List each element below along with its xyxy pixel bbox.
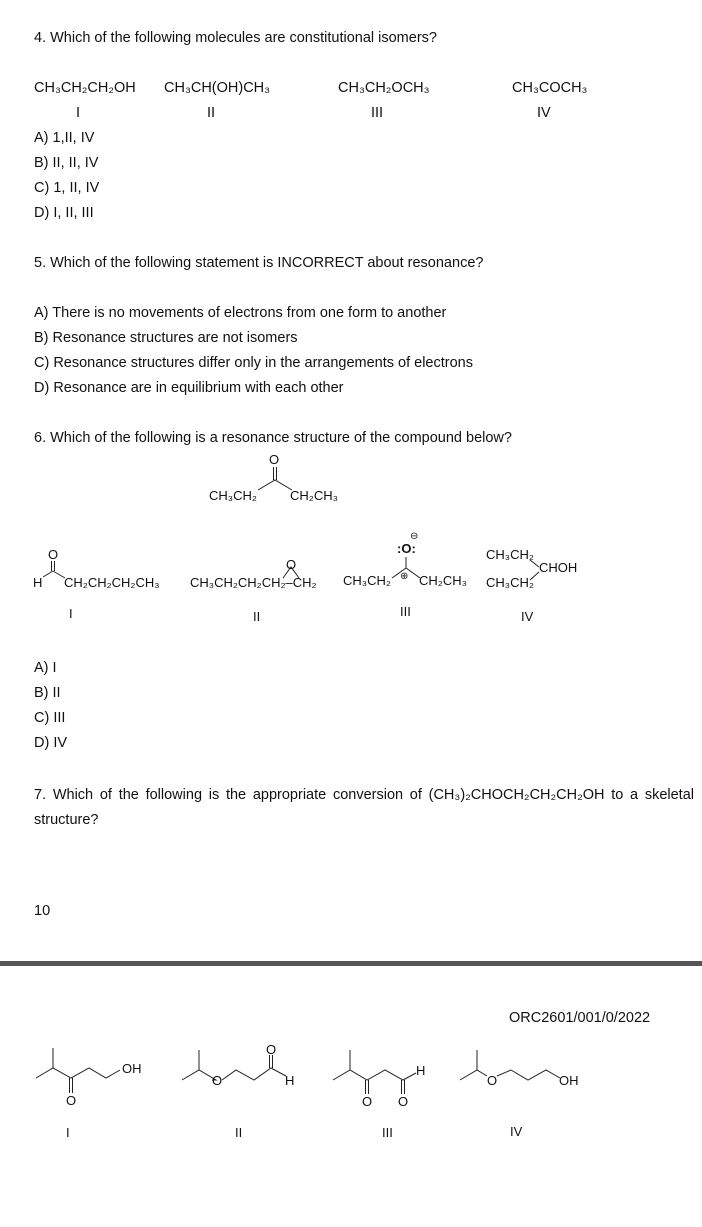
q6-option-d: D) IV <box>34 735 68 751</box>
q5-option-a: A) There is no movements of electrons from one form to another <box>34 305 447 321</box>
q6-s2-chain: CH₃CH₂CH₂CH₂–CH₂ <box>190 575 317 590</box>
q6-s4-right: CHOH <box>539 560 578 575</box>
q6-option-a: A) I <box>34 660 57 676</box>
skeletal-3-oxygen-2: O <box>398 1094 409 1109</box>
q6-s3-label: III <box>400 604 411 619</box>
q4-molecule-4: CH₃COCH₃ <box>512 80 588 96</box>
q6-s3-plus-charge: ⊕ <box>400 571 409 582</box>
q5-option-c: C) Resonance structures differ only in the arrangements of electrons <box>34 355 473 371</box>
skeletal-2-hydrogen: H <box>285 1073 295 1088</box>
q6-option-b: B) II <box>34 685 61 701</box>
q6-s4-label: IV <box>521 609 534 624</box>
skeletal-2-label: II <box>235 1125 243 1140</box>
q6-s1-hydrogen: H <box>33 575 43 590</box>
q7-question: 7. Which of the following is the appropriate conversion of (CH₃)₂CHOCH₂CH₂CH₂OH to a skeletal structure? <box>34 787 694 828</box>
q4-label-2: II <box>207 105 216 121</box>
q6-option-c: C) III <box>34 710 66 726</box>
skeletal-4-hydroxyl: OH <box>559 1073 579 1088</box>
q4-option-a: A) 1,II, IV <box>34 130 95 146</box>
skeletal-3-hydrogen: H <box>416 1063 426 1078</box>
q6-s4-top: CH₃CH₂ <box>486 547 534 562</box>
q4-molecule-1: CH₃CH₂CH₂OH <box>34 80 136 96</box>
skeletal-2-ether-oxygen: O <box>212 1073 223 1088</box>
page-number: 10 <box>34 903 51 919</box>
q6-s1-chain: CH₂CH₂CH₂CH₃ <box>64 575 160 590</box>
q4-option-c: C) 1, II, IV <box>34 180 100 196</box>
q4-molecule-3: CH₃CH₂OCH₃ <box>338 80 430 96</box>
q6-s3-left: CH₃CH₂ <box>343 573 391 588</box>
q6-s1-oxygen: O <box>48 547 59 562</box>
skeletal-4-label: IV <box>510 1124 523 1139</box>
skeletal-1-oxygen: O <box>66 1093 77 1108</box>
q5-option-d: D) Resonance are in equilibrium with each other <box>34 380 344 396</box>
q6-compound-oxygen: O <box>269 452 280 467</box>
q5-question: 5. Which of the following statement is INCORRECT about resonance? <box>34 255 484 271</box>
q6-s3-oxygen: :O: <box>397 541 416 556</box>
q6-s3-right: CH₂CH₃ <box>419 573 467 588</box>
q4-label-1: I <box>76 105 81 121</box>
q4-question: 4. Which of the following molecules are constitutional isomers? <box>34 30 437 46</box>
q5-option-b: B) Resonance structures are not isomers <box>34 330 298 346</box>
q6-s2-oxygen: O <box>286 557 297 572</box>
q6-compound-left: CH₃CH₂ <box>209 488 257 503</box>
q4-label-3: III <box>371 105 384 121</box>
q6-question: 6. Which of the following is a resonance structure of the compound below? <box>34 430 512 446</box>
q6-s4-bottom: CH₃CH₂ <box>486 575 534 590</box>
skeletal-3-oxygen-1: O <box>362 1094 373 1109</box>
skeletal-4-ether-oxygen: O <box>487 1073 498 1088</box>
q6-compound-right: CH₂CH₃ <box>290 488 338 503</box>
q4-molecule-2: CH₃CH(OH)CH₃ <box>164 80 271 96</box>
skeletal-3-label: III <box>382 1125 393 1140</box>
footer-code: ORC2601/001/0/2022 <box>509 1010 651 1026</box>
skeletal-1-label: I <box>66 1125 70 1140</box>
skeletal-1-hydroxyl: OH <box>122 1061 142 1076</box>
q4-option-d: D) I, II, III <box>34 205 94 221</box>
q6-s3-minus-charge: ⊖ <box>410 531 419 542</box>
q4-option-b: B) II, II, IV <box>34 155 99 171</box>
q6-s2-label: II <box>253 609 261 624</box>
q6-s1-label: I <box>69 606 73 621</box>
q4-label-4: IV <box>537 105 551 121</box>
skeletal-2-carbonyl-oxygen: O <box>266 1042 277 1057</box>
